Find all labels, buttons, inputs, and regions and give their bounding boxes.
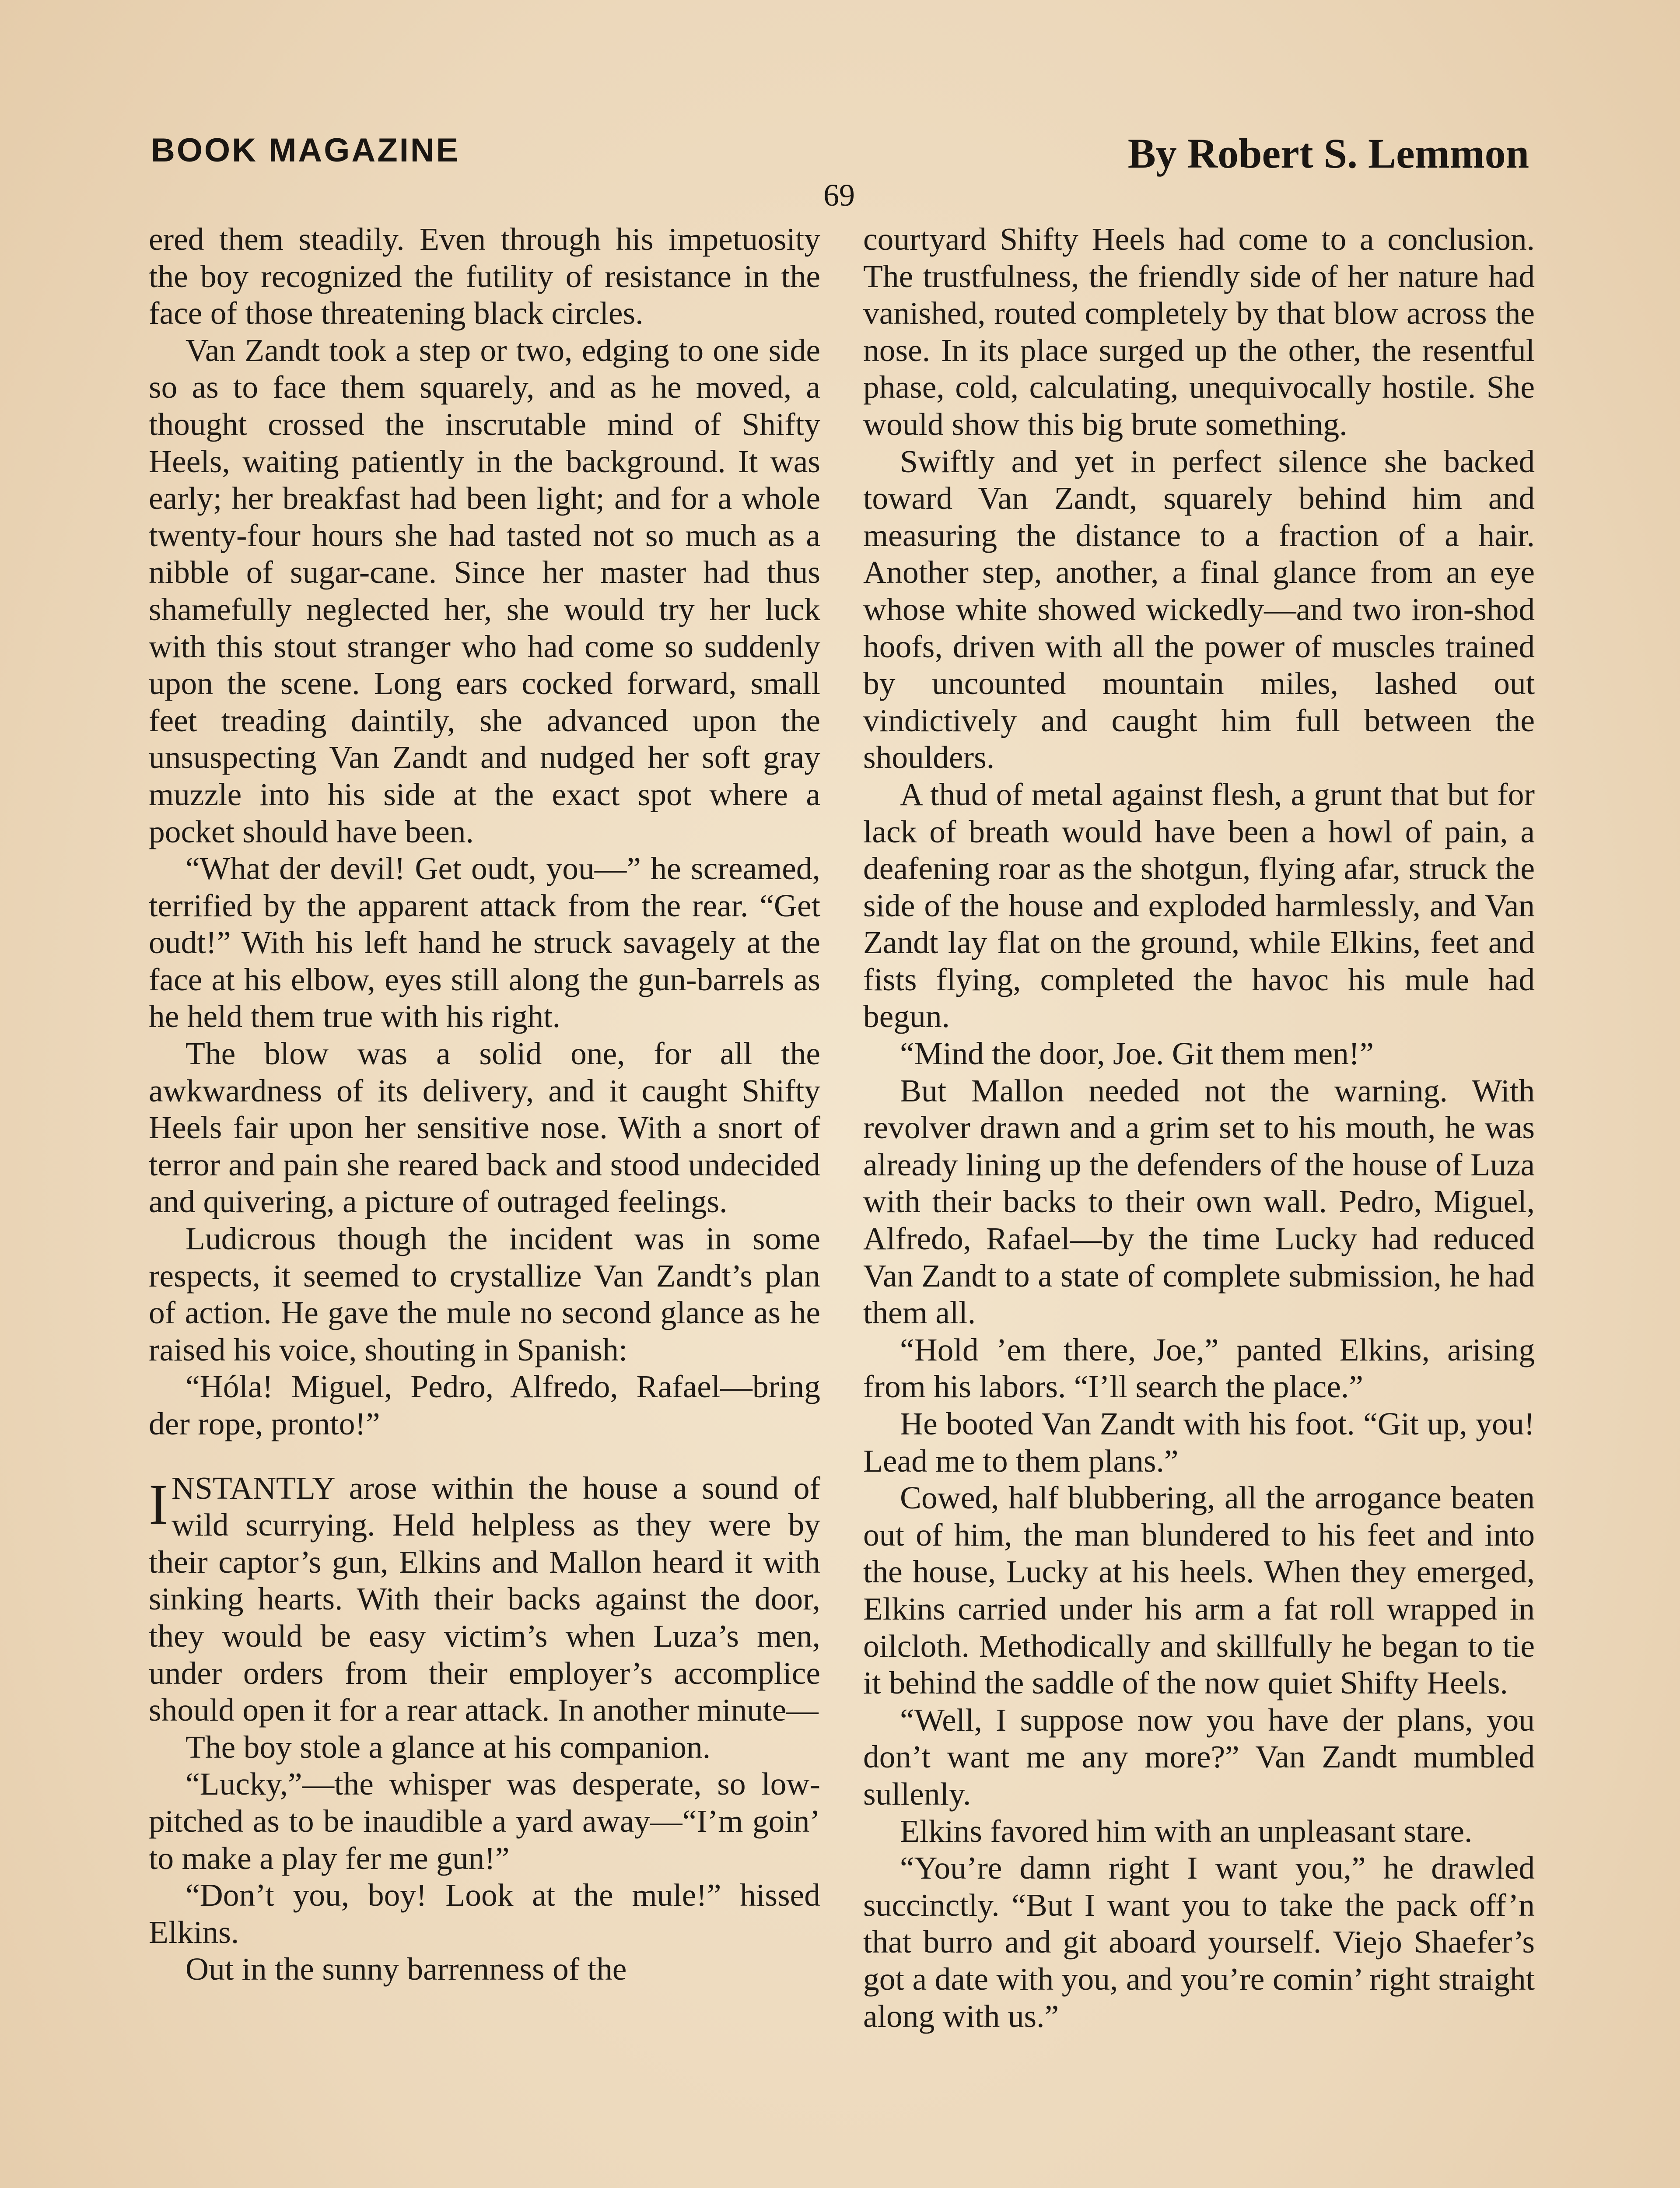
left-column	[149, 221, 820, 1988]
paragraph: Out in the sunny barrenness of the	[186, 1951, 627, 1987]
section-text: NSTANTLY arose within the house a sound of wild scurrying. Held helpless as they were by their captor’s gun, Elkins and Mallon heard it with sinking hearts. With their backs against the door, they would be easy victim’s when Luza’s men, under orders from their employer’s accomplice should open it for a rear attack. In another minute—	[149, 1470, 820, 1728]
author-byline: By Robert S. Lemmon	[1127, 130, 1529, 177]
paragraph: “Don’t you, boy! Look at the mule!” hissed Elkins.	[149, 1877, 820, 1950]
paragraph: “Well, I suppose now you have der plans, you don’t want me any more?” Van Zandt mumbled sullenly.	[863, 1702, 1535, 1812]
paragraph: “What der devil! Get oudt, you—” he screamed, terrified by the apparent attack from the rear. “Get oudt!” With his left hand he struck savagely at the face at his elbow, eyes still along the gun-barrels as he held them true with his right.	[149, 851, 820, 1034]
paragraph: courtyard Shifty Heels had come to a conclusion. The trustfulness, the friendly side of her nature had vanished, routed completely by that blow across the nose. In its place surged up the other, the resentful phase, cold, calculating, unequivocally hostile. She would show this big brute something.	[863, 221, 1535, 442]
paragraph: “Lucky,”—the whisper was desperate, so low-pitched as to be inaudible a yard away—“I’m goin’ to make a play fer me gun!”	[149, 1766, 820, 1876]
publication-title: BOOK MAGAZINE	[151, 132, 460, 169]
paragraph: “Hóla! Miguel, Pedro, Alfredo, Rafael—bring der rope, pronto!”	[149, 1369, 820, 1441]
right-column	[863, 221, 1535, 2035]
section-paragraph	[149, 1470, 820, 1729]
drop-cap: I	[149, 1472, 168, 1536]
paragraph: Cowed, half blubbering, all the arrogance beaten out of him, the man blundered to his feet and into the house, Lucky at his heels. When they emerged, Elkins carried under his arm a fat roll wrapped in oilcloth. Methodically and skillfully he began to tie it behind the saddle of the now quiet Shifty Heels.	[863, 1480, 1535, 1701]
paragraph: “Hold ’em there, Joe,” panted Elkins, arising from his labors. “I’ll search the place.”	[863, 1332, 1535, 1405]
paragraph: Elkins favored him with an unpleasant stare.	[900, 1813, 1473, 1849]
paragraph: But Mallon needed not the warning. With revolver drawn and a grim set to his mouth, he was already lining up the defenders of the house of Luza with their backs to their own wall. Pedro, Miguel, Alfredo, Rafael—by the time Lucky had reduced Van Zandt to a state of complete submission, he had them all.	[863, 1073, 1535, 1331]
paragraph: A thud of metal against flesh, a grunt that but for lack of breath would have been a howl of pain, a deafening roar as the shotgun, flying afar, struck the side of the house and exploded harmlessly, and Van Zandt lay flat on the ground, while Elkins, feet and fists flying, completed the havoc his mule had begun.	[863, 776, 1535, 1034]
paragraph: The blow was a solid one, for all the awkwardness of its delivery, and it caught Shifty Heels fair upon her sensitive nose. With a snort of terror and pain she reared back and stood undecided and quivering, a picture of outraged feelings.	[149, 1036, 820, 1220]
page-number: 69	[823, 178, 855, 213]
paragraph: He booted Van Zandt with his foot. “Git up, you! Lead me to them plans.”	[863, 1406, 1535, 1479]
paragraph: Van Zandt took a step or two, edging to one side so as to face them squarely, and as he moved, a thought crossed the inscrutable mind of Shifty Heels, waiting patiently in the background. It was early; her breakfast had been light; and for a whole twenty-four hours she had tasted not so much as a nibble of sugar-cane. Since her master had thus shamefully neglected her, she would try her luck with this stout stranger who had come so suddenly upon the scene. Long ears cocked forward, small feet treading daintily, she advanced upon the unsuspecting Van Zandt and nudged her soft gray muzzle into his side at the exact spot where a pocket should have been.	[149, 332, 820, 849]
paragraph: “Mind the door, Joe. Git them men!”	[900, 1036, 1374, 1072]
paragraph: ered them steadily. Even through his impetuosity the boy recognized the futility of resistance in the face of those threatening black circles.	[149, 221, 820, 331]
paragraph: Ludicrous though the incident was in some respects, it seemed to crystallize Van Zandt’s plan of action. He gave the mule no second glance as he raised his voice, shouting in Spanish:	[149, 1221, 820, 1368]
paragraph: The boy stole a glance at his companion.	[186, 1729, 711, 1765]
paragraph: “You’re damn right I want you,” he drawled succinctly. “But I want you to take the pack off’n that burro and git aboard yourself. Viejo Shaefer’s got a date with you, and you’re comin’ right straight along with us.”	[863, 1850, 1535, 2034]
paragraph: Swiftly and yet in perfect silence she backed toward Van Zandt, squarely behind him and measuring the distance to a fraction of a hair. Another step, another, a final glance from an eye whose white showed wickedly—and two iron-shod hoofs, driven with all the power of muscles trained by uncounted mountain miles, lashed out vindictively and caught him full between the shoulders.	[863, 443, 1535, 775]
